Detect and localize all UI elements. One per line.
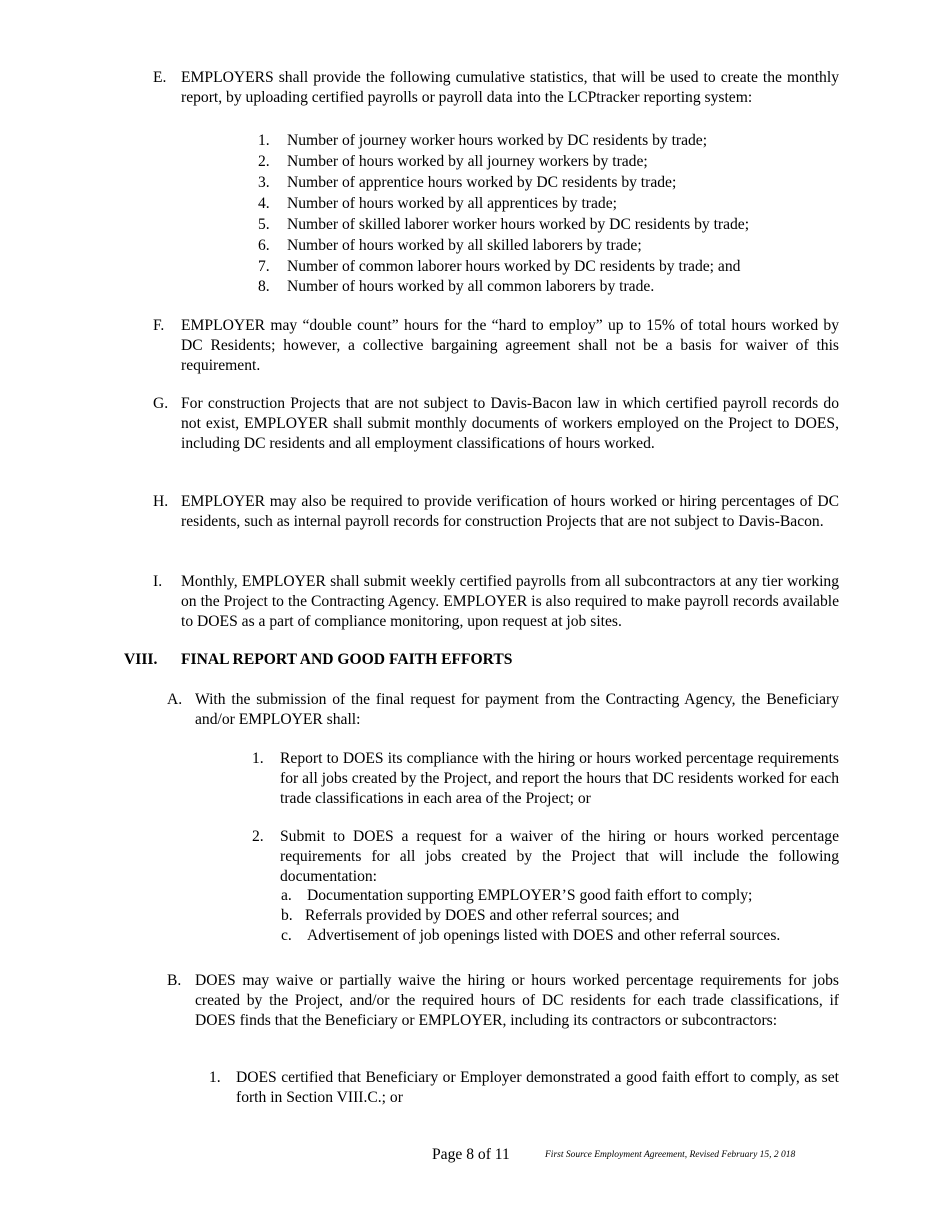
section-h-text: EMPLOYER may also be required to provide verification of hours worked or hiring percentages of DC residents, such as internal payroll records for construction Projects that are not subject to Davis-Bacon.	[181, 493, 839, 530]
sub-list-letter: b.	[281, 907, 293, 924]
list-item: Number of journey worker hours worked by DC residents by trade;	[287, 132, 708, 149]
section-f-text: EMPLOYER may “double count” hours for the “hard to employ” up to 15% of total hours worked by DC Residents; however, a collective bargaining agreement shall not be a basis for waiver of this requirement.	[181, 317, 839, 374]
list-item-number: 1.	[252, 750, 264, 767]
list-item-number: 1.	[209, 1069, 221, 1086]
sub-list-letter: c.	[281, 927, 292, 944]
list-item: Number of hours worked by all apprentices by trade;	[287, 195, 617, 212]
section-viii-b-marker: B.	[167, 972, 182, 989]
sub-list-letter: a.	[281, 887, 292, 904]
section-viii-a-marker: A.	[167, 691, 183, 708]
section-viii-marker: VIII.	[124, 651, 158, 668]
section-i-marker: I.	[153, 573, 163, 590]
list-item: Number of skilled laborer worker hours worked by DC residents by trade;	[287, 216, 750, 233]
list-item-number: 3.	[258, 174, 270, 191]
list-item: Report to DOES its compliance with the hiring or hours worked percentage requirements for all jobs created by the Project, and report the hours that DC residents worked for each trade classifications in each area of the Project; or	[280, 750, 839, 807]
list-item-number: 1.	[258, 132, 270, 149]
sub-list-item: Advertisement of job openings listed with DOES and other referral sources.	[307, 927, 781, 944]
list-item: DOES certified that Beneficiary or Employer demonstrated a good faith effort to comply, as set forth in Section VIII.C.; or	[236, 1069, 839, 1106]
section-h-marker: H.	[153, 493, 169, 510]
section-e-text: EMPLOYERS shall provide the following cumulative statistics, that will be used to create the monthly report, by uploading certified payrolls or payroll data into the LCPtracker reporting system:	[181, 69, 839, 106]
list-item-number: 2.	[252, 828, 264, 845]
page-number: Page 8 of 11	[432, 1146, 510, 1163]
section-f-marker: F.	[153, 317, 165, 334]
list-item-number: 4.	[258, 195, 270, 212]
sub-list-item: Referrals provided by DOES and other referral sources; and	[305, 907, 680, 924]
section-viii-b-text: DOES may waive or partially waive the hiring or hours worked percentage requirements for jobs created by the Project, and/or the required hours of DC residents for each trade classifications, if DOES finds that the Beneficiary or EMPLOYER, including its contractors or subcontractors:	[195, 972, 839, 1029]
section-g-marker: G.	[153, 395, 169, 412]
section-viii-a-text: With the submission of the final request for payment from the Contracting Agency, the Beneficiary and/or EMPLOYER shall:	[195, 691, 839, 728]
list-item-number: 2.	[258, 153, 270, 170]
list-item: Number of apprentice hours worked by DC residents by trade;	[287, 174, 677, 191]
list-item: Number of hours worked by all journey workers by trade;	[287, 153, 648, 170]
list-item-number: 8.	[258, 278, 270, 295]
list-item: Number of common laborer hours worked by DC residents by trade; and	[287, 258, 741, 275]
list-item-number: 5.	[258, 216, 270, 233]
list-item-number: 6.	[258, 237, 270, 254]
list-item-number: 7.	[258, 258, 270, 275]
footer-revision-note: First Source Employment Agreement, Revised February 15, 2 018	[545, 1150, 796, 1160]
list-item: Number of hours worked by all skilled laborers by trade;	[287, 237, 642, 254]
section-g-text: For construction Projects that are not subject to Davis-Bacon law in which certified payroll records do not exist, EMPLOYER shall submit monthly documents of workers employed on the Project to DOES, including DC residents and all employment classifications of hours worked.	[181, 395, 839, 452]
list-item: Submit to DOES a request for a waiver of the hiring or hours worked percentage requirements for all jobs created by the Project that will include the following documentation:	[280, 828, 839, 885]
section-i-text: Monthly, EMPLOYER shall submit weekly certified payrolls from all subcontractors at any tier working on the Project to the Contracting Agency. EMPLOYER is also required to make payroll records available to DOES as a part of compliance monitoring, upon request at job sites.	[181, 573, 839, 630]
section-e-marker: E.	[153, 69, 167, 86]
sub-list-item: Documentation supporting EMPLOYER’S good faith effort to comply;	[307, 887, 753, 904]
section-viii-title: FINAL REPORT AND GOOD FAITH EFFORTS	[181, 651, 513, 668]
list-item: Number of hours worked by all common laborers by trade.	[287, 278, 655, 295]
